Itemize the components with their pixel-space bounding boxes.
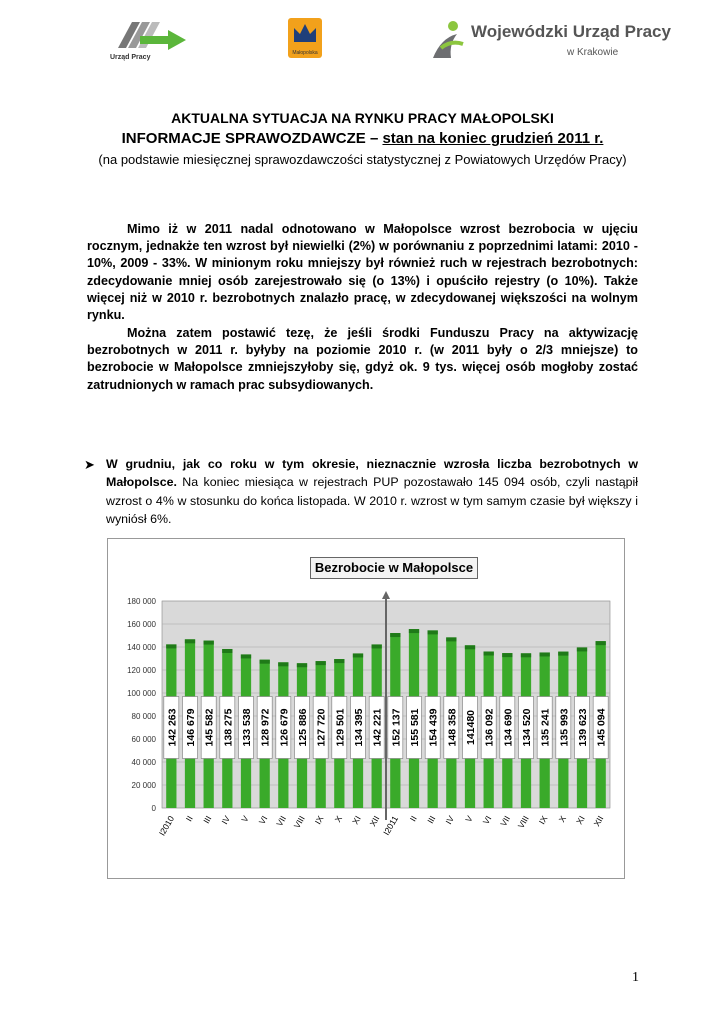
value-label: 145 582 <box>203 708 216 747</box>
value-label: 125 886 <box>297 708 309 747</box>
page-title: AKTUALNA SYTUACJA NA RYNKU PRACY MAŁOPOLSKI <box>171 110 554 126</box>
bar-cap <box>334 659 344 663</box>
value-label: 136 092 <box>483 708 496 747</box>
value-label: 152 137 <box>390 708 403 747</box>
page-source-note: (na podstawie miesięcznej sprawozdawczości statystycznej z Powiatowych Urzędów Pracy) <box>98 152 627 167</box>
bar-cap <box>502 653 512 657</box>
bar-cap <box>465 645 475 649</box>
bar-cap <box>353 653 363 657</box>
bar-cap <box>390 633 400 637</box>
bar-cap <box>446 637 456 641</box>
paragraph-2-text: Można zatem postawić tezę, że jeśli środki Funduszu Pracy na aktywizację bezrobotnych w 2011 r. byłyby na poziomie 2010 r. (w 2011 były o 2/3 mniejsze) to bezrobocie w Małopolsce zmniejszyłoby się, gdyż ok. 9 tys. więcej osób mogłoby zostać zatrudnionych w ramach prac subsydiowanych. <box>87 326 638 392</box>
x-tick-label: VII <box>274 814 289 829</box>
x-tick-label: IV <box>443 814 457 826</box>
y-tick-label: 180 000 <box>127 597 156 606</box>
bullet-lead: W grudniu, jak co roku w tym okresie, nieznacznie wzrosła liczba bezrobotnych w Małopolsce. <box>106 457 638 490</box>
value-label: 138 275 <box>222 708 235 747</box>
value-label: 126 679 <box>278 708 291 747</box>
wup-logo-subtitle: w Krakowie <box>567 47 619 58</box>
value-label: 129 501 <box>334 708 347 747</box>
value-label: 142 263 <box>166 708 179 747</box>
x-tick-label: X <box>332 814 345 824</box>
bar-cap <box>596 641 606 645</box>
value-label: 154 439 <box>427 708 440 747</box>
x-tick-label: II <box>183 814 195 824</box>
x-tick-label: XI <box>350 814 363 826</box>
chart-title: Bezrobocie w Małopolsce <box>310 557 478 579</box>
bar-cap <box>297 663 307 667</box>
x-tick-label: II <box>407 814 419 824</box>
value-label: 127 720 <box>315 708 328 747</box>
x-tick-label: III <box>425 814 438 826</box>
y-tick-label: 160 000 <box>127 620 156 629</box>
x-tick-label: V <box>463 814 475 824</box>
y-tick-label: 100 000 <box>127 689 156 698</box>
x-tick-label: X <box>556 814 569 824</box>
year-separator-arrow-icon <box>382 591 390 599</box>
value-label: 134 690 <box>502 708 515 747</box>
bar-cap <box>540 652 550 656</box>
value-label: 145 094 <box>595 708 608 747</box>
x-tick-label: VI <box>256 814 270 826</box>
y-tick-label: 140 000 <box>127 643 156 652</box>
y-tick-label: 120 000 <box>127 666 156 675</box>
value-label: 155 581 <box>409 708 421 747</box>
value-label: 146 679 <box>185 708 197 747</box>
urzad-pracy-logo-label: Urząd Pracy <box>110 54 151 61</box>
bar-cap <box>316 661 326 665</box>
value-label: 139 623 <box>577 708 589 747</box>
x-tick-label: I2010 <box>156 814 177 838</box>
x-tick-label: I2011 <box>381 814 401 837</box>
bar-cap <box>428 630 438 634</box>
wup-logo-title: Wojewódzki Urząd Pracy <box>471 22 671 41</box>
y-tick-label: 40 000 <box>131 758 156 767</box>
y-tick-label: 20 000 <box>131 781 156 790</box>
x-tick-label: V <box>239 814 251 824</box>
page-subtitle-prefix: INFORMACJE SPRAWOZDAWCZE – <box>121 130 383 147</box>
bullet-text: Na koniec miesiąca w rejestrach PUP pozostawało 145 094 osób, czyli nastąpił wzrost o 4% w stosunku do końca listopada. W 2010 r. wzrost w tym samym czasie był większy i wyniósł 6%. <box>106 475 638 527</box>
bar-cap <box>260 660 270 664</box>
value-label: 133 538 <box>241 708 253 747</box>
bar-cap <box>204 641 214 645</box>
bar-cap <box>278 662 288 666</box>
value-label: 135 993 <box>558 708 571 747</box>
value-label: 142 221 <box>371 708 384 747</box>
value-label: 128 972 <box>259 708 272 747</box>
malopolska-logo-label: Małopolska <box>292 50 318 56</box>
x-tick-label: IV <box>219 814 233 826</box>
bar-cap <box>558 652 568 656</box>
page-subtitle-date: stan na koniec grudzień 2011 r. <box>382 130 604 147</box>
value-label: 148 358 <box>446 708 459 747</box>
value-label: 134 395 <box>353 708 365 747</box>
bar-cap <box>409 629 419 633</box>
bar-cap <box>484 651 494 655</box>
y-tick-label: 60 000 <box>131 735 156 744</box>
bar-cap <box>577 647 587 651</box>
page-number: 1 <box>632 970 639 985</box>
x-tick-label: XI <box>574 814 587 826</box>
bar-cap <box>241 654 251 658</box>
bar-cap <box>185 639 195 643</box>
y-tick-label: 0 <box>151 804 156 813</box>
bar-cap <box>166 644 176 648</box>
value-label: 135 241 <box>539 708 552 747</box>
bar-cap <box>521 653 531 657</box>
value-label: 141480 <box>465 709 477 746</box>
x-tick-label: XII <box>591 814 606 829</box>
value-label: 134 520 <box>521 708 533 747</box>
bullet-arrow-icon: ➤ <box>84 457 95 472</box>
x-tick-label: VIII <box>291 814 307 831</box>
x-tick-label: VI <box>480 814 494 826</box>
y-tick-label: 80 000 <box>131 712 156 721</box>
x-tick-label: IX <box>312 814 326 826</box>
x-tick-label: III <box>201 814 214 826</box>
x-tick-label: IX <box>536 814 550 826</box>
x-tick-label: XII <box>367 814 382 829</box>
x-tick-label: VIII <box>515 814 531 831</box>
bar-cap <box>372 644 382 648</box>
bar-cap <box>222 649 232 653</box>
paragraph-1-text: Mimo iż w 2011 nadal odnotowano w Małopolsce wzrost bezrobocia w ujęciu rocznym, jednakże ten wzrost był niewielki (2%) w porównaniu z poprzednimi latami: 2010 - 10%, 2009 - 33%. W minionym roku mniejszy był również ruch w rejestrach bezrobotnych: zdecydowanie mniej osób zarejestrowało się (o 13%) i opuściło rejestry (o 10%). Także więcej niż w 2010 r. bezrobotnych znalazło pracę, w zdecydowanej większości na wolnym rynku. <box>87 222 638 323</box>
x-tick-label: VII <box>498 814 513 829</box>
